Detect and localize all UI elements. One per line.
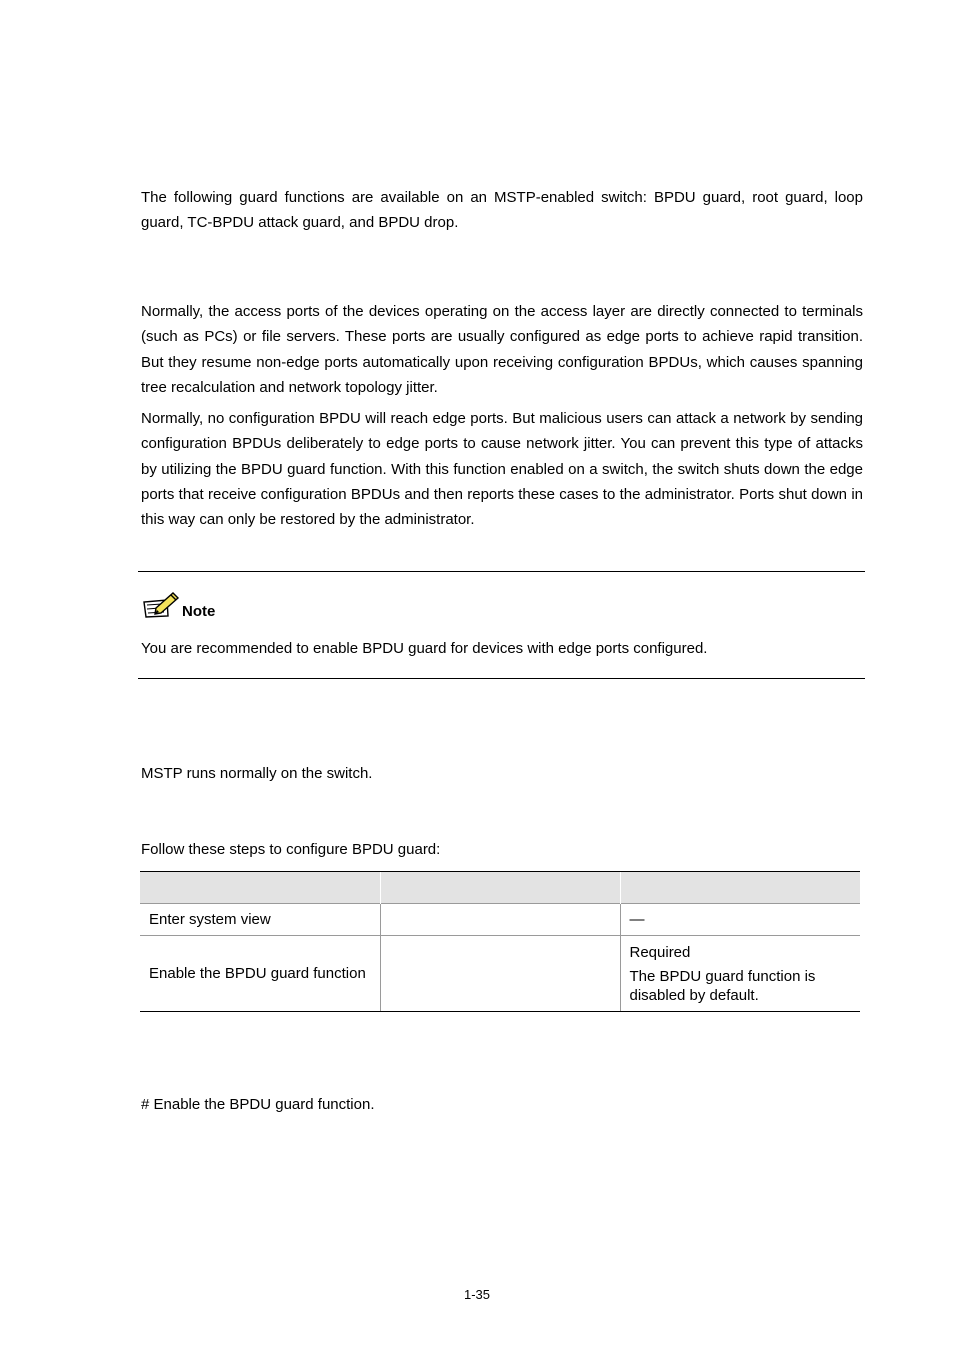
note-top-rule bbox=[138, 571, 865, 572]
step-cell: Enable the BPDU guard function bbox=[140, 936, 380, 1012]
note-text: You are recommended to enable BPDU guard for devices with edge ports configured. bbox=[141, 640, 708, 657]
table-header-row bbox=[140, 872, 860, 904]
note-bottom-rule bbox=[138, 678, 865, 679]
example-comment: # Enable the BPDU guard function. bbox=[141, 1096, 375, 1113]
remark-text: — bbox=[629, 911, 645, 928]
remark-text: The BPDU guard function is disabled by default. bbox=[629, 967, 816, 1004]
note-pencil-icon bbox=[142, 590, 180, 620]
header-cell-step bbox=[140, 872, 380, 904]
prerequisite-text: MSTP runs normally on the switch. bbox=[141, 765, 373, 782]
bpdu-guard-paragraph-1: Normally, the access ports of the devices operating on the access layer are directly connected to terminals (such as PCs) or file servers. These ports are usually configured as edge ports to achieve rapid transition. But they resume non-edge ports automatically upon receiving configuration BPDUs, which causes spanning tree recalculation and network topology jitter. bbox=[141, 303, 863, 396]
table-row bbox=[140, 904, 860, 936]
step-cell: Enter system view bbox=[140, 904, 380, 936]
remarks-cell bbox=[620, 936, 860, 1012]
header-cell-command bbox=[380, 872, 620, 904]
command-cell bbox=[380, 904, 620, 936]
page-number: 1-35 bbox=[463, 1287, 491, 1302]
command-cell bbox=[380, 936, 620, 1012]
intro-paragraph: The following guard functions are available on an MSTP-enabled switch: BPDU guard, root guard, loop guard, TC-BPDU attack guard, and BPDU drop. bbox=[141, 189, 863, 232]
remarks-cell bbox=[620, 904, 860, 936]
note-label: Note bbox=[182, 603, 216, 620]
steps-intro: Follow these steps to configure BPDU guard: bbox=[141, 841, 441, 858]
table-row bbox=[140, 936, 860, 1012]
bpdu-guard-paragraph-2: Normally, no configuration BPDU will reach edge ports. But malicious users can attack a network by sending configuration BPDUs deliberately to edge ports to cause network jitter. You can prevent this type of attacks by utilizing the BPDU guard function. With this function enabled on a switch, the switch shuts down the edge ports that receive configuration BPDUs and then reports these cases to the administrator. Ports shut down in this way can only be restored by the administrator. bbox=[141, 410, 863, 529]
steps-table bbox=[140, 871, 860, 1012]
header-cell-remarks bbox=[620, 872, 860, 904]
remark-text: Required bbox=[629, 943, 691, 961]
